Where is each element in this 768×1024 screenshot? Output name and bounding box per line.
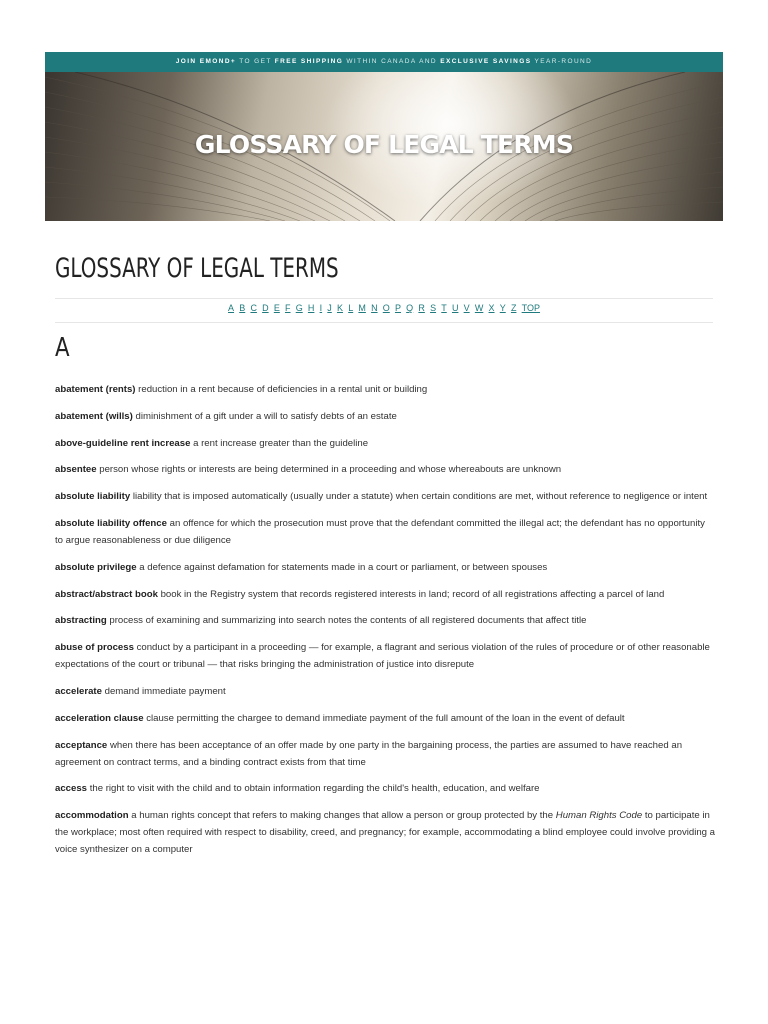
glossary-entry	[55, 780, 715, 797]
alphabet-link-p[interactable]: P	[394, 303, 401, 313]
alphabet-link-m[interactable]: M	[358, 303, 366, 313]
glossary-entry	[55, 381, 715, 398]
divider-bottom	[55, 322, 713, 323]
glossary-entry	[55, 683, 715, 700]
glossary-term: acceptance	[55, 739, 108, 751]
alphabet-link-v[interactable]: V	[463, 303, 470, 313]
promo-text-2: WITHIN CANADA AND	[343, 58, 441, 65]
glossary-term: absentee	[55, 464, 97, 476]
glossary-term: abatement (rents)	[55, 384, 136, 395]
glossary-term: acceleration clause	[55, 712, 144, 724]
glossary-term: accommodation	[55, 810, 129, 822]
glossary-entry	[55, 807, 715, 858]
glossary-term: abstract/abstract book	[55, 588, 158, 600]
hero-title: GLOSSARY OF LEGAL TERMS	[194, 130, 574, 159]
glossary-definition: book in the Registry system that records registered interests in land; record of all registrations affecting a parcel of land	[160, 588, 665, 600]
glossary-definition: when there has been acceptance of an offer made by one party in the bargaining process, the parties are assumed to have reached an agreement on contract terms, and a binding contract exists from that time	[55, 739, 683, 768]
glossary-entry	[55, 559, 715, 576]
alphabet-link-c[interactable]: C	[250, 303, 257, 313]
glossary-entry	[55, 586, 715, 603]
alphabet-link-i[interactable]: I	[319, 303, 323, 313]
promo-text-1: TO GET	[236, 58, 275, 65]
glossary-definition: a defence against defamation for statements made in a court or parliament, or between spouses	[139, 561, 548, 573]
divider-top	[55, 298, 713, 299]
glossary-definition: conduct by a participant in a proceeding — for example, a flagrant and serious violation of the rules of procedure or of other reasonable expectations of the court or tribunal — that risks bringing the administration of justice into disrepute	[55, 642, 710, 671]
alphabet-link-z[interactable]: Z	[510, 303, 517, 313]
alphabet-link-y[interactable]: Y	[499, 303, 506, 313]
glossary-entry	[55, 488, 715, 505]
glossary-entry	[55, 710, 715, 727]
alphabet-link-x[interactable]: X	[488, 303, 495, 313]
glossary-definition: diminishment of a gift under a will to satisfy debts of an estate	[135, 410, 397, 422]
glossary-term: accelerate	[55, 685, 102, 697]
glossary-term: absolute liability offence	[55, 517, 167, 529]
glossary-term: absolute privilege	[55, 561, 137, 573]
alphabet-link-b[interactable]: B	[239, 303, 246, 313]
glossary-entry	[55, 737, 715, 771]
alphabet-link-g[interactable]: G	[295, 303, 303, 313]
alphabet-link-s[interactable]: S	[430, 303, 437, 313]
glossary-definition-continued: to participate in the workplace; most often required with respect to disability, creed, and pregnancy; for example, accommodating a blind employee could involve providing a voice synthesizer on a computer	[55, 810, 716, 856]
alphabet-link-j[interactable]: J	[327, 303, 332, 313]
promo-text-3: YEAR-ROUND	[531, 58, 593, 65]
glossary-entry	[55, 515, 715, 549]
alphabet-link-top[interactable]: TOP	[521, 303, 540, 313]
glossary-entry	[55, 639, 715, 673]
glossary-definition: clause permitting the chargee to demand immediate payment of the full amount of the loan in the event of default	[146, 712, 625, 724]
alphabet-link-w[interactable]: W	[474, 303, 484, 313]
glossary-entry	[55, 435, 715, 452]
alphabet-nav	[55, 303, 713, 313]
glossary-definition: the right to visit with the child and to obtain information regarding the child's health, education, and welfare	[89, 783, 540, 795]
promo-banner[interactable]	[45, 52, 723, 72]
glossary-definition: a human rights concept that refers to making changes that allow a person or group protected by the	[131, 810, 554, 822]
glossary-definition: an offence for which the prosecution must prove that the defendant committed the illegal act; the defendant has no opportunity to argue reasonableness or due diligence	[55, 517, 705, 546]
alphabet-link-r[interactable]: R	[418, 303, 425, 313]
glossary-definition: person whose rights or interests are being determined in a proceeding and whose whereabouts are unknown	[99, 464, 562, 476]
glossary-entry	[55, 461, 715, 478]
glossary-term: abstracting	[55, 615, 107, 627]
glossary-entry	[55, 612, 715, 629]
alphabet-link-t[interactable]: T	[441, 303, 447, 313]
alphabet-link-n[interactable]: N	[371, 303, 378, 313]
alphabet-link-q[interactable]: Q	[406, 303, 414, 313]
promo-join-emond: JOIN EMOND+	[175, 58, 237, 65]
glossary-definition: process of examining and summarizing into search notes the contents of all registered documents that affect title	[109, 615, 587, 627]
alphabet-link-l[interactable]: L	[348, 303, 354, 313]
hero-banner	[45, 72, 723, 221]
alphabet-link-e[interactable]: E	[273, 303, 280, 313]
glossary-term: abatement (wills)	[55, 410, 133, 422]
alphabet-link-k[interactable]: K	[336, 303, 343, 313]
glossary-definition: a rent increase greater than the guideline	[193, 437, 369, 449]
alphabet-link-d[interactable]: D	[262, 303, 269, 313]
alphabet-link-f[interactable]: F	[285, 303, 291, 313]
glossary-entry	[55, 408, 715, 425]
glossary-term: abuse of process	[55, 642, 134, 654]
section-heading-a: A	[55, 333, 70, 363]
glossary-term: access	[55, 783, 88, 795]
promo-free-shipping: FREE SHIPPING	[274, 58, 344, 65]
alphabet-link-o[interactable]: O	[382, 303, 390, 313]
glossary-term: above-guideline rent increase	[55, 437, 191, 449]
glossary-citation: Human Rights Code	[555, 810, 643, 822]
glossary-definition: liability that is imposed automatically (usually under a statute) when certain conditions are met, without reference to negligence or intent	[132, 491, 708, 503]
glossary-definition: demand immediate payment	[104, 685, 226, 697]
alphabet-link-a[interactable]: A	[228, 303, 235, 313]
glossary-entries	[55, 381, 715, 868]
alphabet-link-h[interactable]: H	[307, 303, 315, 313]
glossary-definition: reduction in a rent because of deficiencies in a rental unit or building	[138, 384, 428, 395]
glossary-term: absolute liability	[55, 491, 131, 503]
promo-exclusive-savings: EXCLUSIVE SAVINGS	[440, 58, 532, 65]
alphabet-link-u[interactable]: U	[451, 303, 459, 313]
page-title: GLOSSARY OF LEGAL TERMS	[55, 253, 339, 284]
